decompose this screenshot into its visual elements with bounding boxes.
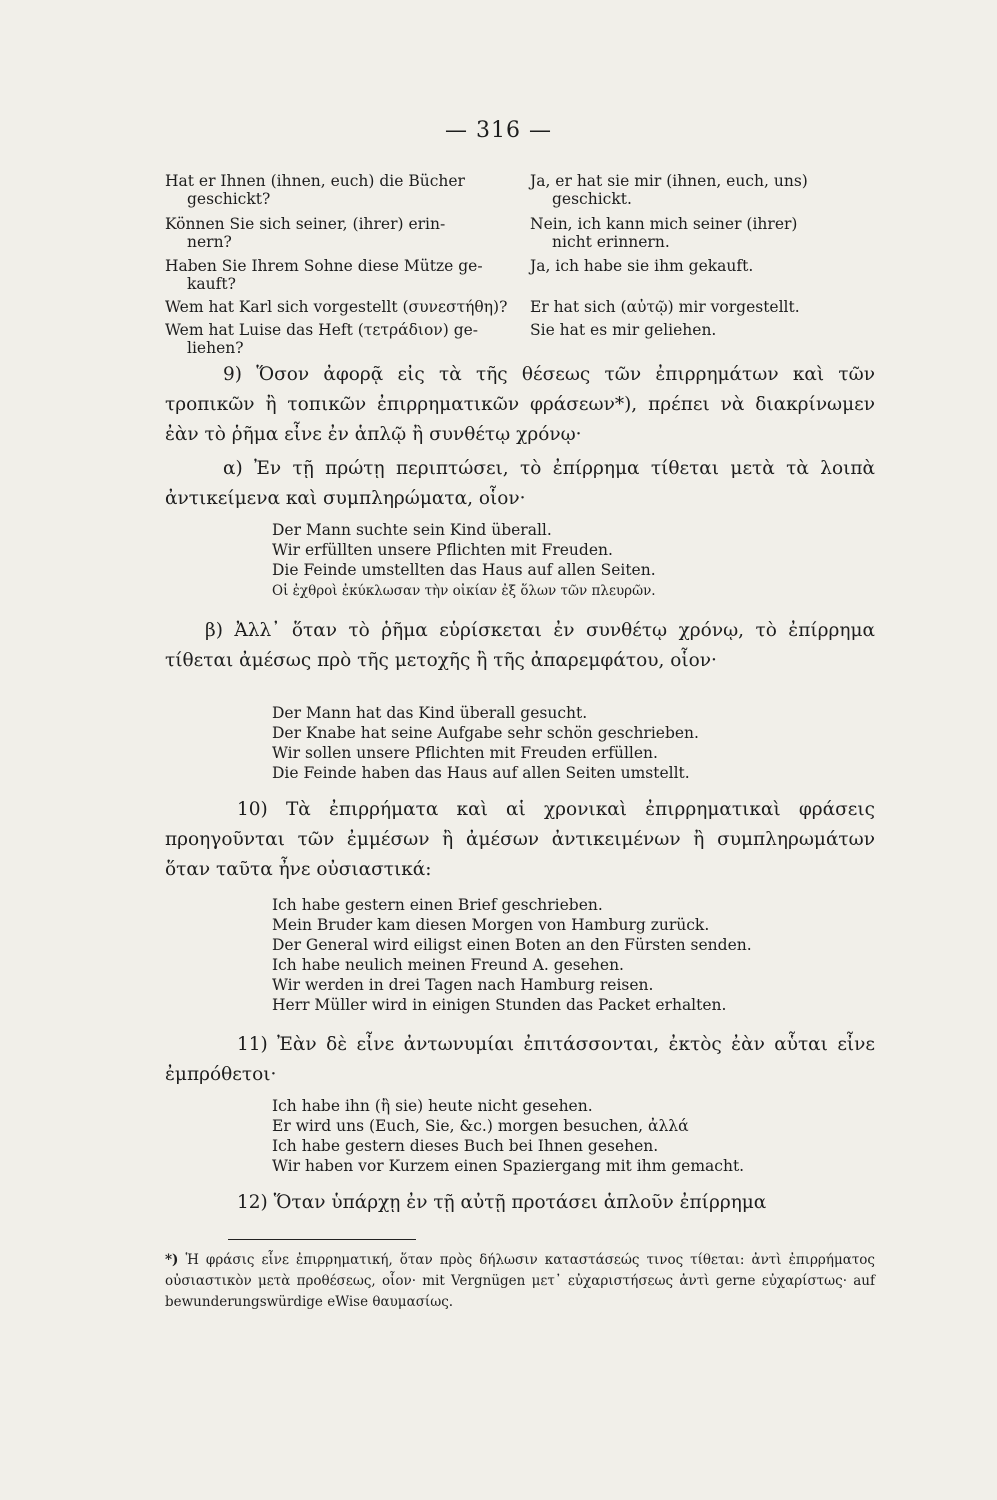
- question-line-cont: kauft?: [187, 275, 236, 293]
- question-line-cont: nern?: [187, 233, 232, 251]
- dialogue-question-2: [165, 215, 445, 251]
- footnote-mark: *): [165, 1252, 179, 1268]
- answer-line: Nein, ich kann mich seiner (ihrer): [530, 215, 798, 233]
- example-9b-3: Wir sollen unsere Pflichten mit Freuden erfüllen.: [272, 744, 658, 762]
- section-11-paragraph: 11) Ἐὰν δὲ εἶνε ἀντωνυμίαι ἐπιτάσσονται, ἐκτὸς ἐὰν αὗται εἶνε ἐμπρόθετοι·: [165, 1034, 875, 1085]
- example-9a-greek: Οἱ ἐχθροὶ ἐκύκλωσαν τὴν οἰκίαν ἐξ ὅλων τῶν πλευρῶν.: [272, 583, 656, 599]
- section-10-paragraph: 10) Τὰ ἐπιρρήματα καὶ αἱ χρονικαὶ ἐπιρρηματικαὶ φράσεις προηγοῦνται τῶν ἐμμέσων ἢ ἀμέσων ἀντικειμένων ἢ συμπληρωμάτων ὅταν ταῦτα ἦνε οὐσιαστικά:: [165, 799, 875, 880]
- question-line: Hat er Ihnen (ihnen, euch) die Bücher: [165, 172, 465, 190]
- answer-line: Sie hat es mir geliehen.: [530, 321, 717, 339]
- question-line: Haben Sie Ihrem Sohne diese Mütze ge-: [165, 257, 483, 275]
- example-10-4: Ich habe neulich meinen Freund A. gesehen.: [272, 956, 624, 974]
- footnote: [165, 1250, 875, 1313]
- footnote-rule: [228, 1239, 416, 1240]
- example-11-1: Ich habe ihn (ἢ sie) heute nicht gesehen.: [272, 1097, 593, 1115]
- example-9b-4: Die Feinde haben das Haus auf allen Seiten umstellt.: [272, 764, 690, 782]
- example-9a-2: Wir erfüllten unsere Pflichten mit Freuden.: [272, 541, 613, 559]
- example-9b-2: Der Knabe hat seine Aufgabe sehr schön geschrieben.: [272, 724, 699, 742]
- section-12-paragraph: 12) Ὅταν ὑπάρχῃ ἐν τῇ αὐτῇ προτάσει ἁπλοῦν ἐπίρρημα: [237, 1192, 767, 1213]
- answer-line: Er hat sich (αὐτῷ) mir vorgestellt.: [530, 298, 800, 316]
- section-9b-paragraph: β) Ἀλλ᾽ ὅταν τὸ ῥῆμα εὑρίσκεται ἐν συνθέτῳ χρόνῳ, τὸ ἐπίρρημα τίθεται ἀμέσως πρὸ τῆς μετοχῆς ἢ τῆς ἀπαρεμφάτου, οἷον·: [165, 620, 875, 671]
- example-10-2: Mein Bruder kam diesen Morgen von Hamburg zurück.: [272, 916, 710, 934]
- example-11-4: Wir haben vor Kurzem einen Spaziergang mit ihm gemacht.: [272, 1157, 745, 1175]
- section-9-paragraph: 9) Ὅσον ἀφορᾷ εἰς τὰ τῆς θέσεως τῶν ἐπιρρημάτων καὶ τῶν τροπικῶν ἢ τοπικῶν ἐπιρρηματικῶν φράσεων*), πρέπει νὰ διακρίνωμεν ἐὰν τὸ ῥῆμα εἶνε ἐν ἁπλῷ ἢ συνθέτῳ χρόνῳ·: [165, 364, 875, 445]
- example-9b-1: Der Mann hat das Kind überall gesucht.: [272, 704, 588, 722]
- dialogue-question-3: [165, 257, 483, 293]
- answer-line: Ja, er hat sie mir (ihnen, euch, uns): [530, 172, 808, 190]
- dialogue-question-1: [165, 172, 465, 208]
- dialogue-answer-5: [530, 321, 716, 339]
- question-line-cont: liehen?: [187, 339, 244, 357]
- dialogue-answer-1: [530, 172, 808, 208]
- question-line: Wem hat Karl sich vorgestellt (συνεστήθη)?: [165, 298, 508, 316]
- example-9a-1: Der Mann suchte sein Kind überall.: [272, 521, 552, 539]
- footnote-text: Ἡ φράσις εἶνε ἐπιρρηματική, ὅταν πρὸς δήλωσιν καταστάσεώς τινος τίθεται: ἀντὶ ἐπιρρήματος οὐσιαστικὸν μετὰ προθέσεως, οἷον· mit Vergnügen μετ᾽ εὐχαριστήσεως ἀντὶ gerne εὐχαρίστως· auf bewunderungswürdige eWise θαυμασίως.: [165, 1252, 875, 1310]
- answer-line-cont: nicht erinnern.: [552, 233, 670, 251]
- example-10-5: Wir werden in drei Tagen nach Hamburg reisen.: [272, 976, 654, 994]
- dialogue-answer-4: [530, 298, 800, 316]
- question-line: Können Sie sich seiner, (ihrer) erin-: [165, 215, 446, 233]
- example-10-6: Herr Müller wird in einigen Stunden das Packet erhalten.: [272, 996, 727, 1014]
- dialogue-answer-3: [530, 257, 753, 275]
- question-line-cont: geschickt?: [187, 190, 271, 208]
- answer-line: Ja, ich habe sie ihm gekauft.: [530, 257, 754, 275]
- dialogue-answer-2: [530, 215, 797, 251]
- page-number: — 316 —: [445, 118, 552, 143]
- section-9a-paragraph: α) Ἐν τῇ πρώτῃ περιπτώσει, τὸ ἐπίρρημα τίθεται μετὰ τὰ λοιπὰ ἀντικείμενα καὶ συμπληρώματα, οἷον·: [165, 458, 875, 509]
- dialogue-question-4: [165, 298, 507, 316]
- dialogue-question-5: [165, 321, 478, 357]
- question-line: Wem hat Luise das Heft (τετράδιον) ge-: [165, 321, 479, 339]
- answer-line-cont: geschickt.: [552, 190, 632, 208]
- example-11-2: Er wird uns (Euch, Sie, &c.) morgen besuchen, ἀλλά: [272, 1117, 689, 1135]
- example-10-3: Der General wird eiligst einen Boten an den Fürsten senden.: [272, 936, 752, 954]
- example-10-1: Ich habe gestern einen Brief geschrieben.: [272, 896, 603, 914]
- example-9a-3: Die Feinde umstellten das Haus auf allen Seiten.: [272, 561, 656, 579]
- example-11-3: Ich habe gestern dieses Buch bei Ihnen gesehen.: [272, 1137, 659, 1155]
